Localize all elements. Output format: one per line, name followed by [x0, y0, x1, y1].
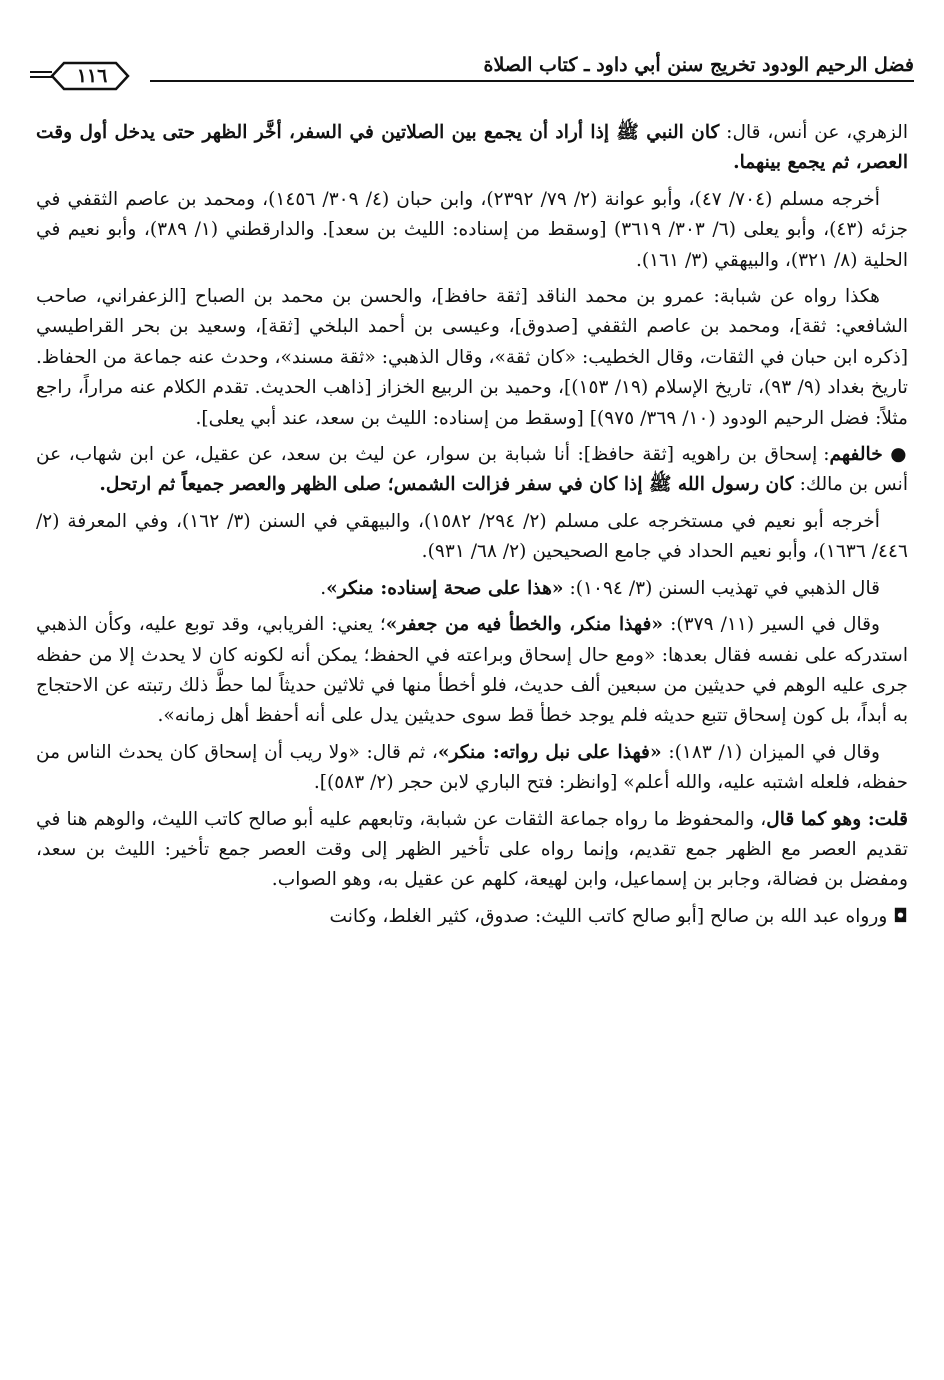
paragraph-narrators: هكذا رواه عن شبابة: عمرو بن محمد الناقد [ثقة حافظ]، والحسن بن محمد بن الصباح [الزعفراني، صاحب الشافعي: ثقة]، ومحمد بن عاصم الثقفي [صدوق]، وعيسى بن أحمد البلخي [ثقة]، وسعيد بن بحر القراطيسي [ذكره ابن حبان في الثقات، وقال الخطيب: «كان ثقة»، وقال الذهبي: «ثقة مسند»، وحدث عنه جماعة من الحفاظ. تاريخ بغداد (٩/ ٩٣)، تاريخ الإسلام (١٩/ ١٥٣)]، وحميد بن الربيع الخزاز [ذاهب الحديث. تقدم الكلام عنه مراراً، راجع مثلاً: فضل الرحيم الودود (١٠/ ٣٦٩/ ٩٧٥)] [وسقط من إسناده: الليث بن سعد، عند أبي يعلى].: [36, 286, 908, 429]
paragraph-dhahabi-1: [36, 574, 908, 604]
conclusion-text: ، والمحفوظ ما رواه جماعة الثقات عن شبابة، وتابعهم عليه أبو صالح كاتب الليث، والوهم هنا في تقديم العصر مع الظهر جمع تقديم، وإنما رواه على تأخير الظهر إلى وقت العصر جمع تأخير: الليث بن سعد، ومفضل بن فضالة، وجابر بن إسماعيل، وابن لهيعة، كلهم عن عقيل به، وهو الصواب.: [36, 808, 908, 891]
running-title: فضل الرحيم الودود تخريج سنن أبي داود ـ كتاب الصلاة: [483, 54, 914, 76]
dissent-chain: : إسحاق بن راهويه [ثقة حافظ]: أنا شبابة بن سوار، عن ليث بن سعد، عن عقيل، عن ابن شهاب، عن أنس بن مالك:: [36, 444, 908, 496]
continuation-text: ورواه عبد الله بن صالح [أبو صالح كاتب الليث: صدوق، كثير الغلط، وكانت: [329, 905, 888, 927]
quote-intro: وقال في الميزان (١/ ١٨٣):: [661, 741, 881, 763]
conclusion-lead: قلت: وهو كما قال: [766, 808, 908, 830]
quote-bold: «هذا على صحة إسناده: منكر»: [326, 577, 564, 599]
page-header: [30, 48, 914, 87]
paragraph-continuation: [36, 902, 908, 932]
narration-chain: الزهري، عن أنس، قال:: [719, 122, 908, 143]
dissent-matn: كان رسول الله ﷺ إذا كان في سفر فزالت الشمس؛ صلى الظهر والعصر جميعاً ثم ارتحل.: [99, 474, 794, 496]
bullet-icon: ●: [890, 444, 908, 466]
paragraph-dhahabi-3: [36, 738, 908, 799]
header-rule: [150, 80, 914, 82]
quote-rest: ، ثم قال: «ولا ريب أن إسحاق كان يحدث الناس من حفظه، فلعله اشتبه عليه، والله أعلم» [وانظر: فتح الباري لابن حجر (٢/ ٥٨٣)].: [36, 741, 908, 794]
paragraph-hadith-text: [36, 118, 908, 179]
quote-end: .: [320, 577, 327, 599]
quote-intro: وقال في السير (١١/ ٣٧٩):: [663, 614, 880, 636]
quote-intro: قال الذهبي في تهذيب السنن (٣/ ١٠٩٤):: [563, 577, 880, 599]
paragraph-takhrij-2: أخرجه أبو نعيم في مستخرجه على مسلم (٢/ ٢٩٤/ ١٥٨٢)، والبيهقي في السنن (٣/ ١٦٢)، وفي المعرفة (٢/ ٤٤٦/ ١٦٣٦)، وأبو نعيم الحداد في جامع الصحيحين (٢/ ٦٨/ ٩٣١).: [36, 510, 908, 563]
quote-bold: «فهذا منكر، والخطأ فيه من جعفر»: [385, 614, 664, 636]
page-number-badge: [30, 60, 150, 92]
dissent-lead: خالفهم: [829, 444, 883, 466]
paragraph-dissent: [36, 440, 908, 501]
hadith-matn: كان النبي ﷺ إذا أراد أن يجمع بين الصلاتين في السفر، أخَّر الظهر حتى يدخل أول وقت العصر، ثم يجمع بينهما.: [36, 122, 908, 174]
paragraph-dhahabi-2: [36, 610, 908, 732]
page-number: ١١٦: [76, 65, 108, 87]
paragraph-conclusion: [36, 805, 908, 896]
quote-bold: «فهذا على نبل رواته: منكر»: [437, 741, 662, 763]
paragraph-takhrij: أخرجه مسلم (٧٠٤/ ٤٧)، وأبو عوانة (٢/ ٧٩/ ٢٣٩٢)، وابن حبان (٤/ ٣٠٩/ ١٤٥٦)، ومحمد بن عاصم الثقفي في جزئه (٤٣)، وأبو يعلى (٦/ ٣٠٣/ ٣٦١٩) [وسقط من إسناده: الليث بن سعد]. والدارقطني (١/ ٣٨٩)، وأبو نعيم في الحلية (٨/ ٣٢١)، والبيهقي (٣/ ١٦١).: [36, 188, 909, 271]
quote-rest: ؛ يعني: الفريابي، وقد توبع عليه، وكأن الذهبي استدركه على نفسه فقال بعدها: «ومع حال إسحاق وبراعته في الحفظ؛ يمكن أنه لكونه كان لا يحدث إلا من حفظه جرى عليه الوهم في حديثين من سبعين ألف حديث، فلو أخطأ منها في ثلاثين حديثاً لما حطَّ ذلك رتبته عن الاحتجاج به أبداً، بل كون إسحاق تتبع حديثه فلم يوجد خطأ قط سوى حديثين يدل على أنه أحفظ أهل زمانه».: [36, 614, 908, 727]
page-body: [36, 118, 908, 938]
bullet-icon: ◘: [893, 905, 908, 927]
